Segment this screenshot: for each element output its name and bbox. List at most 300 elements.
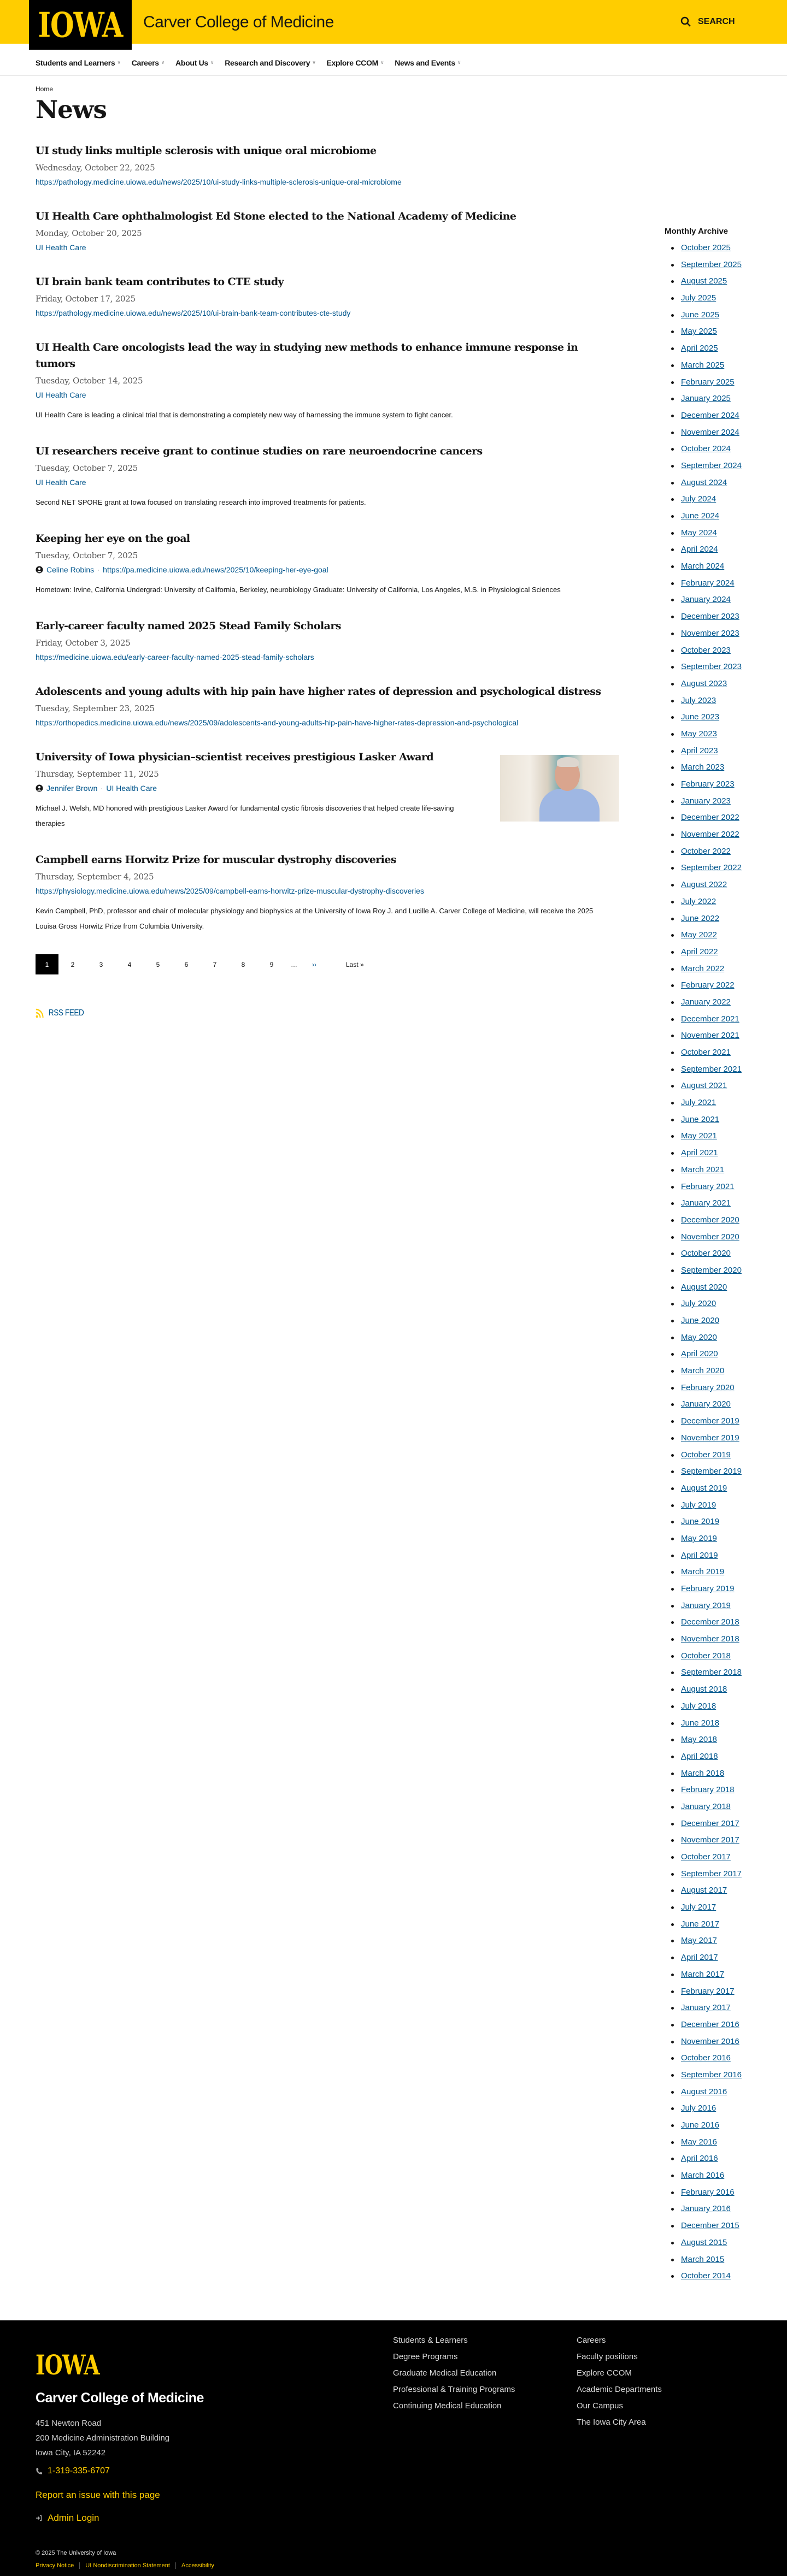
archive-item	[670, 1617, 787, 1634]
archive-item	[670, 1902, 787, 1919]
nav-item-students[interactable]: Students and Learners ∨	[36, 58, 121, 67]
chevron-down-icon: ∨	[457, 60, 461, 65]
article-teaser: Second NET SPORE grant at Iowa focused on translating research into improved treatments for patients.	[36, 498, 366, 506]
footer-link[interactable]: Students & Learners	[393, 2336, 468, 2345]
archive-month-link[interactable]: March 2024	[681, 562, 725, 571]
archive-month-link[interactable]: March 2016	[681, 2171, 725, 2181]
archive-item	[670, 1232, 787, 1249]
report-issue-link[interactable]: Report an issue with this page	[36, 2490, 160, 2500]
archive-item	[670, 678, 787, 695]
news-item	[36, 143, 607, 188]
archive-month-link[interactable]: June 2018	[681, 1718, 720, 1728]
archive-month-link[interactable]: July 2025	[681, 293, 716, 303]
archive-item	[670, 310, 787, 327]
archive-month-link[interactable]: October 2018	[681, 1651, 731, 1661]
footer-link[interactable]: Academic Departments	[577, 2385, 662, 2394]
archive-item	[670, 1265, 787, 1282]
archive-month-link[interactable]: December 2023	[681, 612, 739, 622]
archive-item	[670, 2187, 787, 2204]
footer-links-about	[577, 2332, 662, 2431]
archive-item	[670, 1181, 787, 1198]
archive-month-link[interactable]: December 2024	[681, 410, 739, 420]
archive-month-link[interactable]: June 2025	[681, 310, 720, 320]
archive-month-link[interactable]: November 2020	[681, 1232, 739, 1242]
archive-month-link[interactable]: December 2016	[681, 2019, 739, 2029]
archive-item	[670, 645, 787, 662]
news-item: University of Iowa physician–scientist receives prestigious Lasker Award Thursday, September 11, 2025 Jennifer Brown · UI Health Care Michael J. Welsh, MD honored with prestigious Lasker Award for fundamental cystic fibrosis discoveries that helped create life-saving therapies	[36, 749, 607, 831]
archive-item	[670, 1014, 787, 1031]
archive-month-link[interactable]: December 2021	[681, 1014, 739, 1024]
breadcrumb	[36, 85, 607, 93]
article-date: Thursday, September 4, 2025	[36, 872, 154, 882]
archive-month-link[interactable]: September 2025	[681, 259, 742, 269]
article-source-link[interactable]: https://medicine.uiowa.edu/early-career-faculty-named-2025-stead-family-scholars	[36, 653, 314, 661]
archive-month-link[interactable]: May 2024	[681, 528, 717, 537]
archive-month-link[interactable]: August 2021	[681, 1081, 727, 1091]
archive-item	[670, 1382, 787, 1399]
nav-item-news[interactable]: News and Events ∨	[395, 58, 461, 67]
archive-item	[670, 1952, 787, 1969]
page-2-button[interactable]: 2	[71, 960, 75, 968]
archive-month-link[interactable]: April 2017	[681, 1953, 718, 1963]
archive-item	[670, 2220, 787, 2237]
archive-item	[670, 796, 787, 813]
archive-item	[670, 1516, 787, 1533]
archive-month-link[interactable]: March 2023	[681, 763, 725, 772]
archive-month-link[interactable]: January 2022	[681, 997, 731, 1007]
archive-month-link[interactable]: August 2023	[681, 678, 727, 688]
archive-month-link[interactable]: February 2022	[681, 980, 735, 990]
page-6-button[interactable]: 6	[184, 960, 189, 968]
archive-item	[670, 947, 787, 964]
article-title[interactable]: UI study links multiple sclerosis with unique oral microbiome	[36, 145, 377, 157]
archive-month-link[interactable]: April 2022	[681, 947, 718, 956]
footer-link[interactable]: Explore CCOM	[577, 2368, 632, 2378]
archive-month-link[interactable]: March 2022	[681, 964, 725, 973]
archive-month-link[interactable]: March 2015	[681, 2254, 725, 2264]
nav-item-research[interactable]: Research and Discovery ∨	[225, 58, 316, 67]
archive-item	[670, 1433, 787, 1450]
archive-month-link[interactable]: February 2021	[681, 1181, 735, 1191]
archive-item	[670, 326, 787, 343]
article-source[interactable]: UI Health Care	[36, 391, 86, 399]
footer-link[interactable]: Professional & Training Programs	[393, 2385, 515, 2394]
archive-item	[670, 444, 787, 460]
archive-item	[670, 1366, 787, 1382]
archive-item	[670, 460, 787, 477]
archive-item	[670, 729, 787, 746]
archive-month-link[interactable]: June 2020	[681, 1316, 720, 1325]
article-source-link[interactable]: https://pathology.medicine.uiowa.edu/news/2025/10/ui-study-links-multiple-sclerosis-unique-oral-microbiome	[36, 178, 402, 186]
archive-month-link[interactable]: January 2025	[681, 394, 731, 404]
archive-month-link[interactable]: January 2017	[681, 2003, 731, 2013]
archive-title: Monthly Archive	[665, 227, 729, 236]
archive-month-link[interactable]: August 2020	[681, 1282, 727, 1292]
archive-item	[670, 1718, 787, 1735]
article-author[interactable]: Celine Robins	[46, 565, 95, 574]
archive-month-link[interactable]: December 2015	[681, 2221, 739, 2231]
archive-month-link[interactable]: July 2022	[681, 896, 716, 906]
archive-month-link[interactable]: December 2018	[681, 1617, 739, 1627]
article-photo[interactable]	[500, 755, 619, 822]
archive-item	[670, 1567, 787, 1584]
archive-month-link[interactable]: September 2022	[681, 863, 742, 873]
archive-month-link[interactable]: September 2017	[681, 1869, 742, 1878]
archive-month-link[interactable]: October 2016	[681, 2053, 731, 2063]
page-7-button[interactable]: 7	[213, 960, 217, 968]
archive-month-link[interactable]: November 2024	[681, 427, 739, 437]
archive-item	[670, 578, 787, 595]
archive-item	[670, 1935, 787, 1952]
archive-month-link[interactable]: November 2021	[681, 1031, 739, 1041]
news-item	[36, 443, 607, 510]
article-teaser: Michael J. Welsh, MD honored with prestigious Lasker Award for fundamental cystic fibrosis discoveries that helped create life-saving therapies	[36, 804, 454, 828]
footer-links-learners	[393, 2332, 515, 2414]
archive-item	[670, 812, 787, 829]
footer-link[interactable]: Graduate Medical Education	[393, 2368, 497, 2378]
archive-item	[670, 829, 787, 846]
footer-link[interactable]: The Iowa City Area	[577, 2418, 646, 2427]
archive-item	[670, 862, 787, 879]
article-source[interactable]: UI Health Care	[106, 784, 157, 793]
archive-item	[670, 1097, 787, 1114]
archive-month-link[interactable]: February 2020	[681, 1382, 735, 1392]
archive-month-link[interactable]: March 2018	[681, 1768, 725, 1778]
article-title[interactable]: UI Health Care oncologists lead the way in studying new methods to enhance immune response in tumors	[36, 341, 578, 370]
archive-item	[670, 1282, 787, 1299]
archive-item	[670, 1315, 787, 1332]
rss-icon	[36, 1008, 44, 1018]
archive-item	[670, 1667, 787, 1684]
archive-item	[670, 1114, 787, 1131]
article-title[interactable]: UI Health Care ophthalmologist Ed Stone elected to the National Academy of Medicine	[36, 210, 516, 222]
archive-item	[670, 997, 787, 1014]
archive-month-link[interactable]: October 2023	[681, 645, 731, 655]
archive-month-link[interactable]: January 2020	[681, 1399, 731, 1409]
archive-item	[670, 1684, 787, 1701]
page-title: News	[36, 95, 107, 124]
site-footer	[0, 2320, 787, 2576]
archive-item	[670, 1332, 787, 1349]
news-item	[36, 683, 607, 729]
archive-month-link[interactable]: September 2021	[681, 1064, 742, 1074]
archive-item	[670, 1785, 787, 1801]
archive-item	[670, 712, 787, 729]
archive-month-link[interactable]: September 2016	[681, 2070, 742, 2079]
article-source-link[interactable]: https://physiology.medicine.uiowa.edu/news/2025/09/campbell-earns-horwitz-prize-muscular-dystrophy-discoveries	[36, 887, 424, 895]
nav-item-careers[interactable]: Careers ∨	[131, 58, 165, 67]
article-title[interactable]: Early-career faculty named 2025 Stead Family Scholars	[36, 620, 341, 632]
archive-item	[670, 410, 787, 427]
archive-month-link[interactable]: September 2019	[681, 1467, 742, 1476]
archive-month-link[interactable]: July 2021	[681, 1098, 716, 1108]
article-title[interactable]: Adolescents and young adults with hip pain have higher rates of depression and psychological distress	[36, 686, 601, 698]
footer-link[interactable]: Continuing Medical Education	[393, 2401, 502, 2410]
search-icon	[680, 16, 691, 27]
archive-month-link[interactable]: May 2018	[681, 1735, 717, 1745]
article-source-link[interactable]: https://orthopedics.medicine.uiowa.edu/news/2025/09/adolescents-and-young-adults-hip-pain-have-higher-rates-depression-and-psychological	[36, 718, 519, 727]
archive-month-link[interactable]: October 2017	[681, 1852, 731, 1862]
archive-month-link[interactable]: July 2023	[681, 695, 716, 705]
brand-bar	[0, 0, 787, 44]
archive-month-link[interactable]: February 2024	[681, 578, 735, 588]
article-date: Thursday, September 11, 2025	[36, 769, 159, 779]
article-title[interactable]: Keeping her eye on the goal	[36, 533, 190, 545]
article-title[interactable]: UI brain bank team contributes to CTE study	[36, 276, 284, 288]
article-source[interactable]: UI Health Care	[36, 243, 86, 252]
archive-month-link[interactable]: June 2016	[681, 2120, 720, 2130]
archive-month-link[interactable]: August 2018	[681, 1685, 727, 1694]
article-title[interactable]: University of Iowa physician–scientist receives prestigious Lasker Award	[36, 751, 434, 763]
archive-month-link[interactable]: November 2019	[681, 1433, 739, 1443]
archive-month-link[interactable]: March 2019	[681, 1567, 725, 1577]
archive-item	[670, 528, 787, 545]
person-icon	[36, 566, 43, 574]
archive-item	[670, 1198, 787, 1215]
archive-item	[670, 2036, 787, 2053]
archive-item	[670, 2153, 787, 2170]
archive-month-link[interactable]: September 2023	[681, 662, 742, 672]
news-item	[36, 208, 607, 253]
archive-month-link[interactable]: August 2015	[681, 2237, 727, 2247]
chevron-down-icon: ∨	[380, 60, 384, 65]
archive-month-link[interactable]: October 2024	[681, 444, 731, 454]
archive-month-link[interactable]: May 2019	[681, 1533, 717, 1543]
next-page-button[interactable]: ››	[312, 960, 316, 968]
archive-month-link[interactable]: December 2019	[681, 1416, 739, 1426]
archive-item	[670, 511, 787, 528]
archive-month-link[interactable]: August 2024	[681, 477, 727, 487]
archive-month-link[interactable]: June 2023	[681, 712, 720, 722]
archive-month-link[interactable]: May 2016	[681, 2137, 717, 2147]
archive-month-link[interactable]: July 2018	[681, 1701, 716, 1711]
archive-month-link[interactable]: April 2018	[681, 1751, 718, 1761]
footer-phone-link[interactable]: 1-319-335-6707	[36, 2466, 110, 2476]
archive-month-link[interactable]: April 2025	[681, 344, 718, 353]
archive-item	[670, 427, 787, 444]
archive-item	[670, 2254, 787, 2271]
page-4-button[interactable]: 4	[127, 960, 132, 968]
iowa-logo[interactable]: IOWA	[29, 0, 132, 50]
archive-month-link[interactable]: July 2020	[681, 1299, 716, 1309]
archive-month-link[interactable]: May 2022	[681, 930, 717, 940]
privacy-notice-link[interactable]: Privacy Notice	[36, 2562, 74, 2569]
archive-item	[670, 1298, 787, 1315]
archive-month-link[interactable]: February 2018	[681, 1785, 735, 1795]
accessibility-link[interactable]: Accessibility	[175, 2562, 220, 2569]
archive-month-link[interactable]: May 2021	[681, 1131, 717, 1141]
archive-month-link[interactable]: November 2016	[681, 2036, 739, 2046]
archive-item	[670, 343, 787, 360]
archive-item	[670, 393, 787, 410]
article-date: Monday, October 20, 2025	[36, 228, 142, 238]
footer-link[interactable]: Our Campus	[577, 2401, 624, 2410]
archive-month-link[interactable]: January 2023	[681, 796, 731, 806]
archive-item	[670, 2137, 787, 2154]
archive-month-link[interactable]: January 2021	[681, 1198, 731, 1208]
breadcrumb-home[interactable]: Home	[36, 85, 54, 93]
article-source[interactable]: UI Health Care	[36, 478, 86, 487]
archive-month-link[interactable]: October 2019	[681, 1450, 731, 1460]
archive-item	[670, 494, 787, 511]
archive-month-link[interactable]: December 2022	[681, 813, 739, 823]
archive-month-link[interactable]: January 2018	[681, 1801, 731, 1811]
article-source-link[interactable]: https://pathology.medicine.uiowa.edu/news/2025/10/ui-brain-bank-team-contributes-cte-study	[36, 309, 351, 317]
footer-link[interactable]: Careers	[577, 2336, 606, 2345]
footer-title: Carver College of Medicine	[36, 2390, 204, 2406]
last-page-button[interactable]: Last »	[346, 960, 364, 968]
archive-month-link[interactable]: October 2014	[681, 2271, 731, 2281]
page-8-button[interactable]: 8	[241, 960, 245, 968]
archive-item	[670, 1835, 787, 1852]
archive-item	[670, 1550, 787, 1567]
archive-item	[670, 930, 787, 947]
archive-month-link[interactable]: December 2020	[681, 1215, 739, 1225]
admin-login-link[interactable]: Admin Login	[36, 2513, 99, 2524]
archive-month-link[interactable]: August 2022	[681, 880, 727, 890]
article-title[interactable]: Campbell earns Horwitz Prize for muscular dystrophy discoveries	[36, 854, 396, 866]
footer-link[interactable]: Degree Programs	[393, 2352, 458, 2361]
archive-month-link[interactable]: April 2023	[681, 746, 718, 755]
archive-item	[670, 561, 787, 578]
chevron-down-icon: ∨	[210, 60, 214, 65]
archive-item	[670, 1885, 787, 1902]
archive-month-link[interactable]: August 2019	[681, 1483, 727, 1493]
archive-month-link[interactable]: February 2019	[681, 1584, 735, 1593]
archive-month-link[interactable]: June 2021	[681, 1114, 720, 1124]
archive-month-link[interactable]: January 2016	[681, 2204, 731, 2214]
nav-item-explore[interactable]: Explore CCOM ∨	[326, 58, 384, 67]
archive-month-link[interactable]: February 2023	[681, 779, 735, 789]
news-item	[36, 618, 607, 663]
archive-list	[657, 243, 787, 2288]
archive-month-link[interactable]: February 2016	[681, 2187, 735, 2197]
archive-month-link[interactable]: March 2025	[681, 360, 725, 370]
archive-month-link[interactable]: April 2020	[681, 1349, 718, 1359]
archive-month-link[interactable]: March 2017	[681, 1969, 725, 1979]
archive-item	[670, 1131, 787, 1148]
pagination	[36, 954, 607, 974]
archive-month-link[interactable]: March 2021	[681, 1165, 725, 1174]
site-header	[0, 0, 787, 76]
news-item	[36, 339, 607, 423]
article-author[interactable]: Jennifer Brown	[46, 784, 98, 793]
archive-item	[670, 879, 787, 896]
archive-month-link[interactable]: July 2019	[681, 1500, 716, 1510]
article-date: Friday, October 17, 2025	[36, 294, 136, 304]
archive-month-link[interactable]: July 2016	[681, 2104, 716, 2113]
archive-item	[670, 762, 787, 779]
archive-month-link[interactable]: November 2023	[681, 628, 739, 638]
article-date: Friday, October 3, 2025	[36, 638, 131, 648]
rss-feed-link[interactable]: RSS FEED	[36, 1008, 521, 1018]
archive-month-link[interactable]: September 2018	[681, 1668, 742, 1677]
archive-month-link[interactable]: November 2022	[681, 830, 739, 840]
archive-item	[670, 1064, 787, 1081]
archive-month-link[interactable]: April 2024	[681, 545, 718, 554]
site-name-link[interactable]: Carver College of Medicine	[143, 13, 334, 31]
archive-month-link[interactable]: November 2017	[681, 1835, 739, 1845]
archive-month-link[interactable]: June 2019	[681, 1517, 720, 1527]
archive-month-link[interactable]: February 2017	[681, 1986, 735, 1996]
archive-item	[670, 1349, 787, 1366]
archive-item	[670, 846, 787, 863]
archive-item	[670, 628, 787, 645]
archive-month-link[interactable]: June 2017	[681, 1919, 720, 1929]
news-item	[36, 274, 607, 319]
nondiscrimination-link[interactable]: UI Nondiscrimination Statement	[79, 2562, 175, 2569]
archive-item	[670, 896, 787, 913]
archive-month-link[interactable]: August 2016	[681, 2087, 727, 2096]
archive-month-link[interactable]: May 2025	[681, 327, 717, 336]
archive-month-link[interactable]: January 2024	[681, 595, 731, 605]
archive-item	[670, 1801, 787, 1818]
archive-month-link[interactable]: March 2020	[681, 1366, 725, 1376]
article-date: Wednesday, October 22, 2025	[36, 163, 155, 173]
search-button[interactable]: SEARCH	[680, 16, 735, 27]
archive-month-link[interactable]: October 2021	[681, 1048, 731, 1057]
article-teaser: UI Health Care is leading a clinical trial that is demonstrating a completely new way of harnessing the immune system to fight cancer.	[36, 411, 453, 419]
archive-month-link[interactable]: September 2020	[681, 1265, 742, 1275]
article-date: Tuesday, October 14, 2025	[36, 376, 143, 386]
footer-link[interactable]: Faculty positions	[577, 2352, 638, 2361]
archive-month-link[interactable]: February 2025	[681, 377, 735, 387]
archive-month-link[interactable]: July 2017	[681, 1903, 716, 1912]
archive-month-link[interactable]: May 2020	[681, 1332, 717, 1342]
main-nav	[0, 50, 787, 76]
archive-month-link[interactable]: April 2016	[681, 2154, 718, 2164]
page-9-button[interactable]: 9	[269, 960, 274, 968]
login-icon	[36, 2515, 42, 2521]
archive-month-link[interactable]: October 2025	[681, 243, 731, 252]
person-icon	[36, 784, 43, 792]
archive-month-link[interactable]: October 2022	[681, 846, 731, 856]
archive-month-link[interactable]: May 2023	[681, 729, 717, 738]
archive-item	[670, 1734, 787, 1751]
archive-month-link[interactable]: August 2025	[681, 276, 727, 286]
archive-month-link[interactable]: January 2019	[681, 1600, 731, 1610]
article-title[interactable]: UI researchers receive grant to continue studies on rare neuroendocrine cancers	[36, 445, 483, 457]
news-item: Keeping her eye on the goal Tuesday, October 7, 2025 Celine Robins · https://pa.medicine.uiowa.edu/news/2025/10/keeping-her-eye-goal Hometown: Irvine, California Undergrad: University of California, Berkeley, neurobiology Graduate: University of California, Los Angeles, M.S. in Physiological Sciences	[36, 530, 607, 598]
archive-item	[670, 544, 787, 561]
page-3-button[interactable]: 3	[99, 960, 103, 968]
archive-month-link[interactable]: April 2021	[681, 1148, 718, 1158]
page-1-button[interactable]: 1	[36, 954, 58, 974]
page-5-button[interactable]: 5	[156, 960, 160, 968]
archive-item	[670, 1584, 787, 1600]
article-teaser: Kevin Campbell, PhD, professor and chair of molecular physiology and biophysics at the University of Iowa Roy J. and Lucille A. Carver College of Medicine, will receive the 2025 Louisa Gross Horwitz Prize from Columbia University.	[36, 907, 594, 930]
archive-item	[670, 1248, 787, 1265]
nav-item-about[interactable]: About Us ∨	[175, 58, 214, 67]
footer-iowa-logo[interactable]: IOWA	[36, 2349, 99, 2381]
archive-month-link[interactable]: December 2017	[681, 1818, 739, 1828]
archive-month-link[interactable]: November 2018	[681, 1634, 739, 1644]
archive-item	[670, 2203, 787, 2220]
archive-item	[670, 1768, 787, 1785]
archive-item	[670, 695, 787, 712]
article-source-link[interactable]: https://pa.medicine.uiowa.edu/news/2025/10/keeping-her-eye-goal	[103, 565, 328, 574]
archive-month-link[interactable]: April 2019	[681, 1550, 718, 1560]
archive-month-link[interactable]: June 2022	[681, 913, 720, 923]
archive-month-link[interactable]: October 2020	[681, 1249, 731, 1259]
archive-item	[670, 360, 787, 377]
archive-month-link[interactable]: August 2017	[681, 1886, 727, 1895]
archive-month-link[interactable]: May 2017	[681, 1936, 717, 1946]
archive-month-link[interactable]: September 2024	[681, 460, 742, 470]
archive-month-link[interactable]: July 2024	[681, 494, 716, 504]
archive-item	[670, 779, 787, 796]
archive-month-link[interactable]: June 2024	[681, 511, 720, 521]
